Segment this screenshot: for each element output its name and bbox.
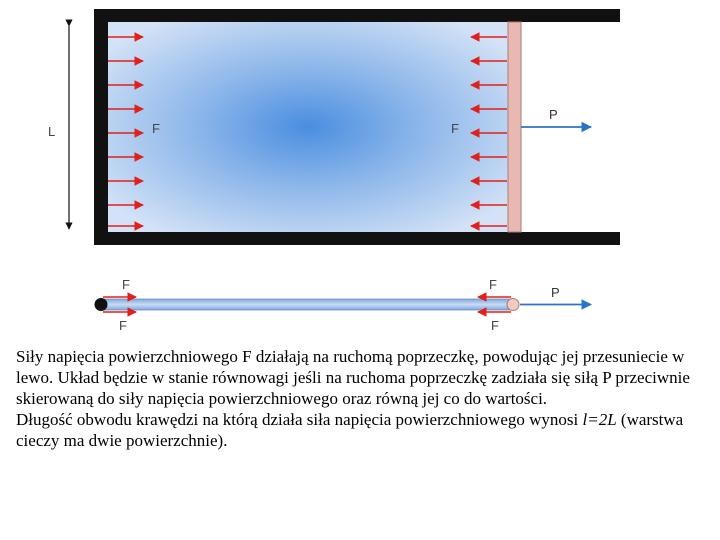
label-F-left: F <box>152 121 160 136</box>
movable-crossbar <box>508 22 521 232</box>
label-F-side-bottom-left: F <box>119 318 127 333</box>
caption-paragraph-2 <box>16 409 710 451</box>
label-L: L <box>48 124 56 139</box>
fixed-end-dot <box>95 298 108 311</box>
label-F-side-top-right: F <box>489 277 497 292</box>
caption-paragraph-2-start: Długość obwodu krawędzi na którą działa siła napięcia powierzchniowego wynosi <box>16 410 583 429</box>
caption-paragraph-2-end: (warstwa cieczy ma dwie powierzchnie). <box>16 410 684 450</box>
frame-bottom-bar <box>94 232 620 245</box>
frame-left-bar <box>94 9 108 245</box>
caption <box>16 346 710 451</box>
label-F-right: F <box>451 121 459 136</box>
label-P-side: P <box>551 285 560 300</box>
film-side-view <box>101 299 513 310</box>
crossbar-end <box>507 299 519 311</box>
label-F-side-top-left: F <box>122 277 130 292</box>
label-F-side-bottom-right: F <box>491 318 499 333</box>
caption-paragraph-1: Siły napięcia powierzchniowego F działają na ruchomą poprzeczkę, powodując jej przesuniecie w lewo. Układ będzie w stanie równowagi jeśli na ruchoma poprzeczkę zadziała się siłą P przeciwnie skierowaną do siły napięcia powierzchniowego oraz równą jej co do wartości. <box>16 347 690 408</box>
liquid-film <box>108 22 508 232</box>
frame-top-bar <box>94 9 620 22</box>
formula: l=2L <box>582 410 617 429</box>
label-P: P <box>549 107 558 122</box>
